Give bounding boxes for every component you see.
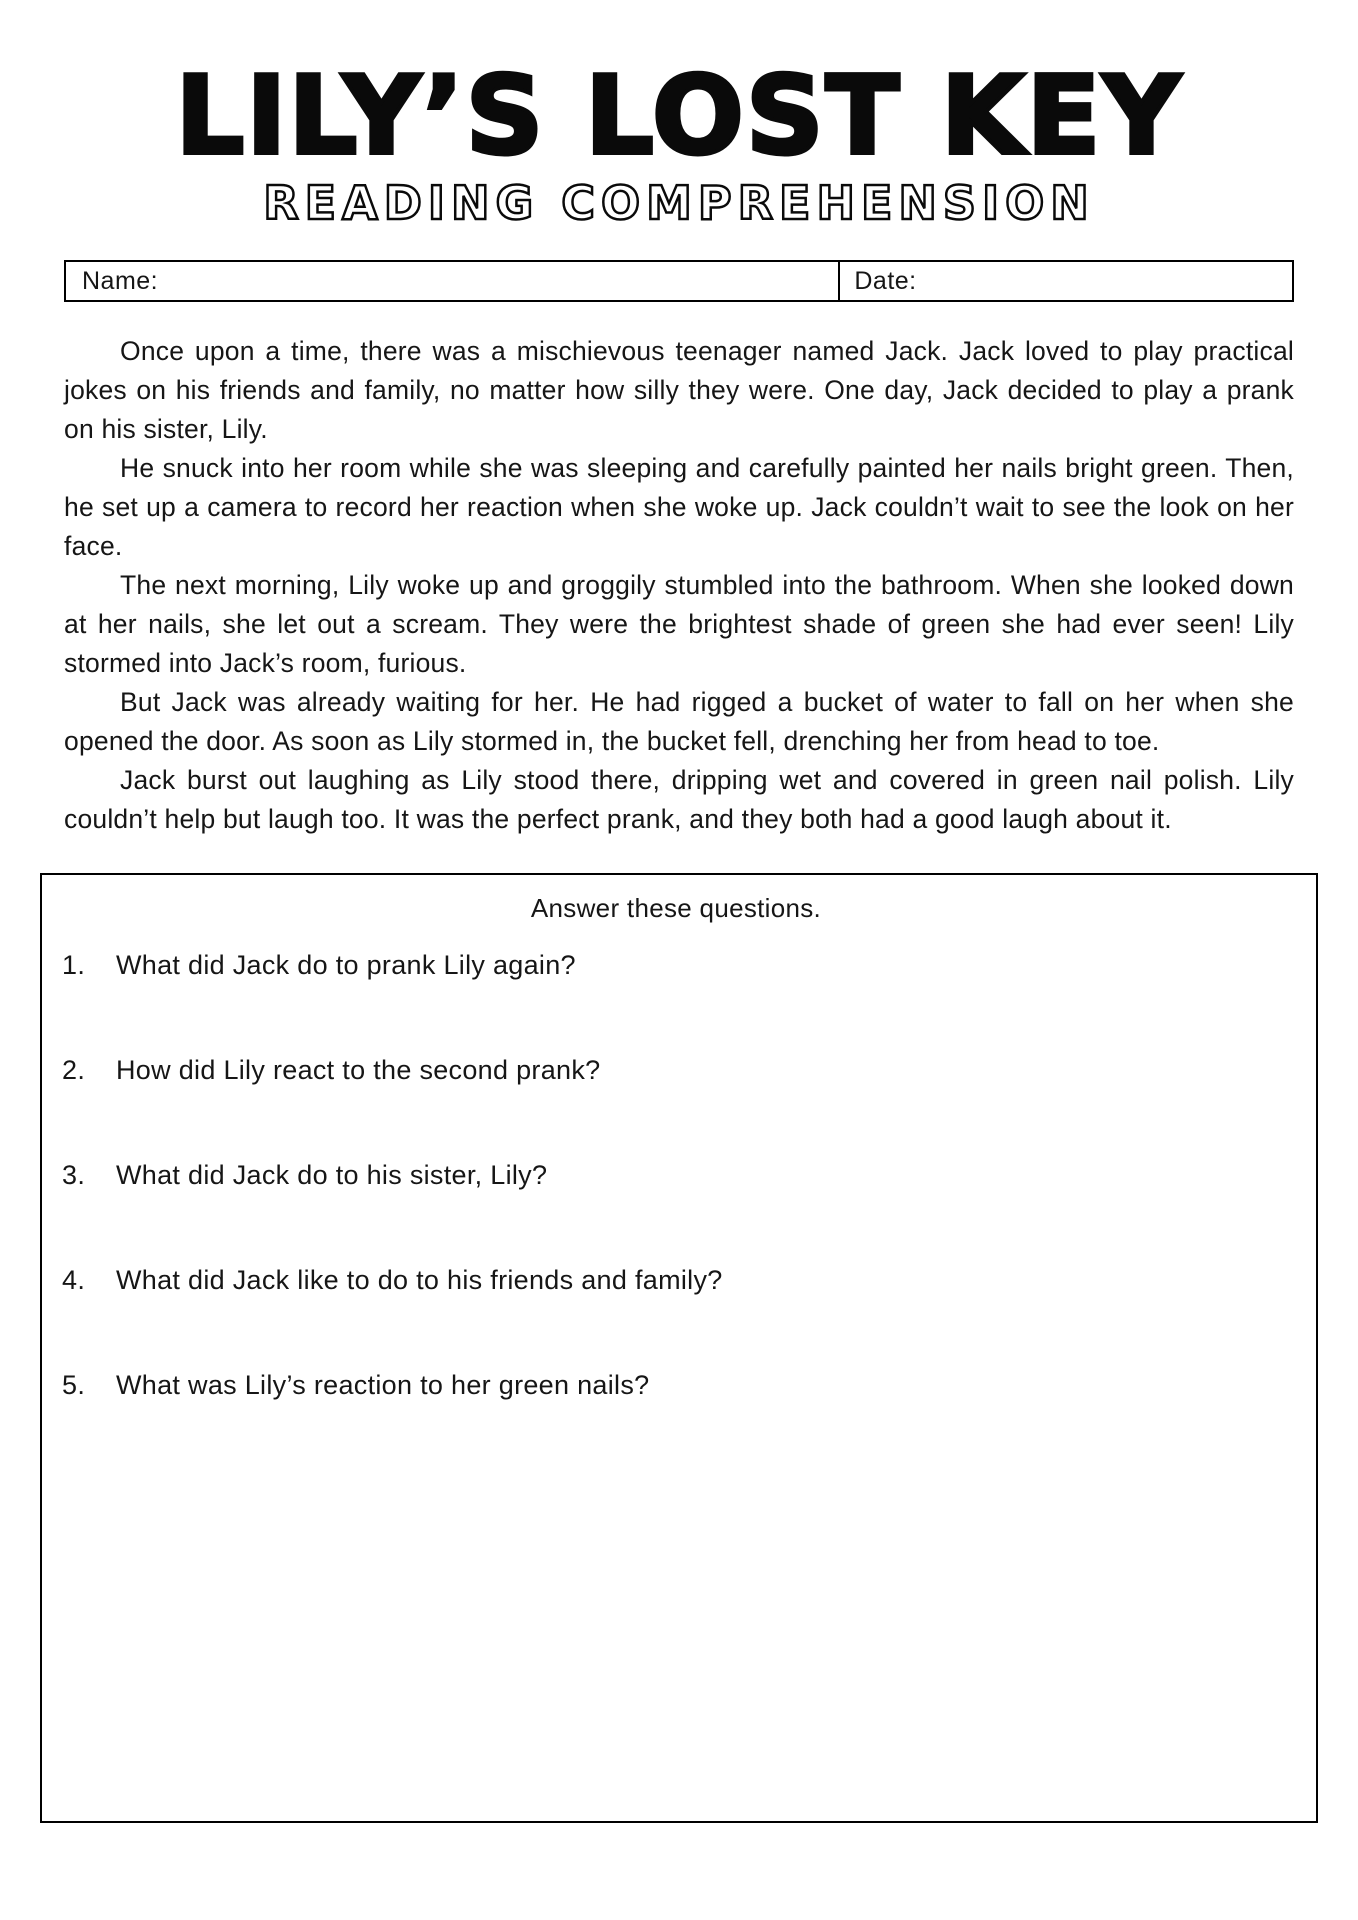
question-line [62,1370,1290,1401]
worksheet-header [64,0,1294,230]
name-field-row [66,262,838,300]
worksheet-subtitle: READING COMPREHENSION [263,176,1095,231]
worksheet-title: LILY’S LOST KEY [175,54,1183,179]
name-label: Name: [82,266,159,295]
questions-heading: Answer these questions. [530,893,822,924]
answer-space-2[interactable] [62,1086,1290,1160]
question-number: 1. [62,950,86,981]
date-input-area[interactable] [927,262,1292,300]
question-item [62,1370,1290,1475]
question-line [62,950,1290,981]
questions-section [40,873,1318,1823]
questions-list [62,950,1290,1475]
name-date-box [64,260,1294,302]
question-number: 5. [62,1370,86,1401]
story-paragraph: Once upon a time, there was a mischievous teenager named Jack. Jack loved to play practical jokes on his friends and family, no matter how silly they were. One day, Jack decided to play a prank on his sister, Lily. [64,336,1294,445]
story-paragraph: Jack burst out laughing as Lily stood there, dripping wet and covered in green nail polish. Lily couldn’t help but laugh too. It was the perfect prank, and they both had a good laugh about it. [64,765,1294,835]
question-line [62,1055,1290,1086]
question-text: How did Lily react to the second prank? [116,1055,601,1086]
question-number: 3. [62,1160,86,1191]
date-field-row [838,262,1292,300]
answer-space-4[interactable] [62,1296,1290,1370]
answer-space-3[interactable] [62,1191,1290,1265]
question-item [62,1265,1290,1370]
question-line [62,1160,1290,1191]
question-text: What did Jack do to prank Lily again? [116,950,576,981]
story-paragraph: The next morning, Lily woke up and groggily stumbled into the bathroom. When she looked down at her nails, she let out a scream. They were the brightest shade of green she had ever seen! Lily stormed into Jack’s room, furious. [64,570,1294,679]
question-item [62,1055,1290,1160]
date-label: Date: [854,266,917,295]
answer-space-5[interactable] [62,1401,1290,1475]
question-item [62,950,1290,1055]
question-line [62,1265,1290,1296]
question-number: 2. [62,1055,86,1086]
story-paragraph: He snuck into her room while she was sleeping and carefully painted her nails bright green. Then, he set up a camera to record her reaction when she woke up. Jack couldn’t wait to see the look on her face. [64,453,1294,562]
answer-space-1[interactable] [62,981,1290,1055]
question-text: What did Jack like to do to his friends and family? [116,1265,723,1296]
question-text: What was Lily’s reaction to her green nails? [116,1370,650,1401]
question-number: 4. [62,1265,86,1296]
question-text: What did Jack do to his sister, Lily? [116,1160,548,1191]
story-section [64,332,1294,839]
name-input-area[interactable] [168,262,838,300]
question-item [62,1160,1290,1265]
story-paragraph: But Jack was already waiting for her. He had rigged a bucket of water to fall on her when she opened the door. As soon as Lily stormed in, the bucket fell, drenching her from head to toe. [64,687,1294,757]
